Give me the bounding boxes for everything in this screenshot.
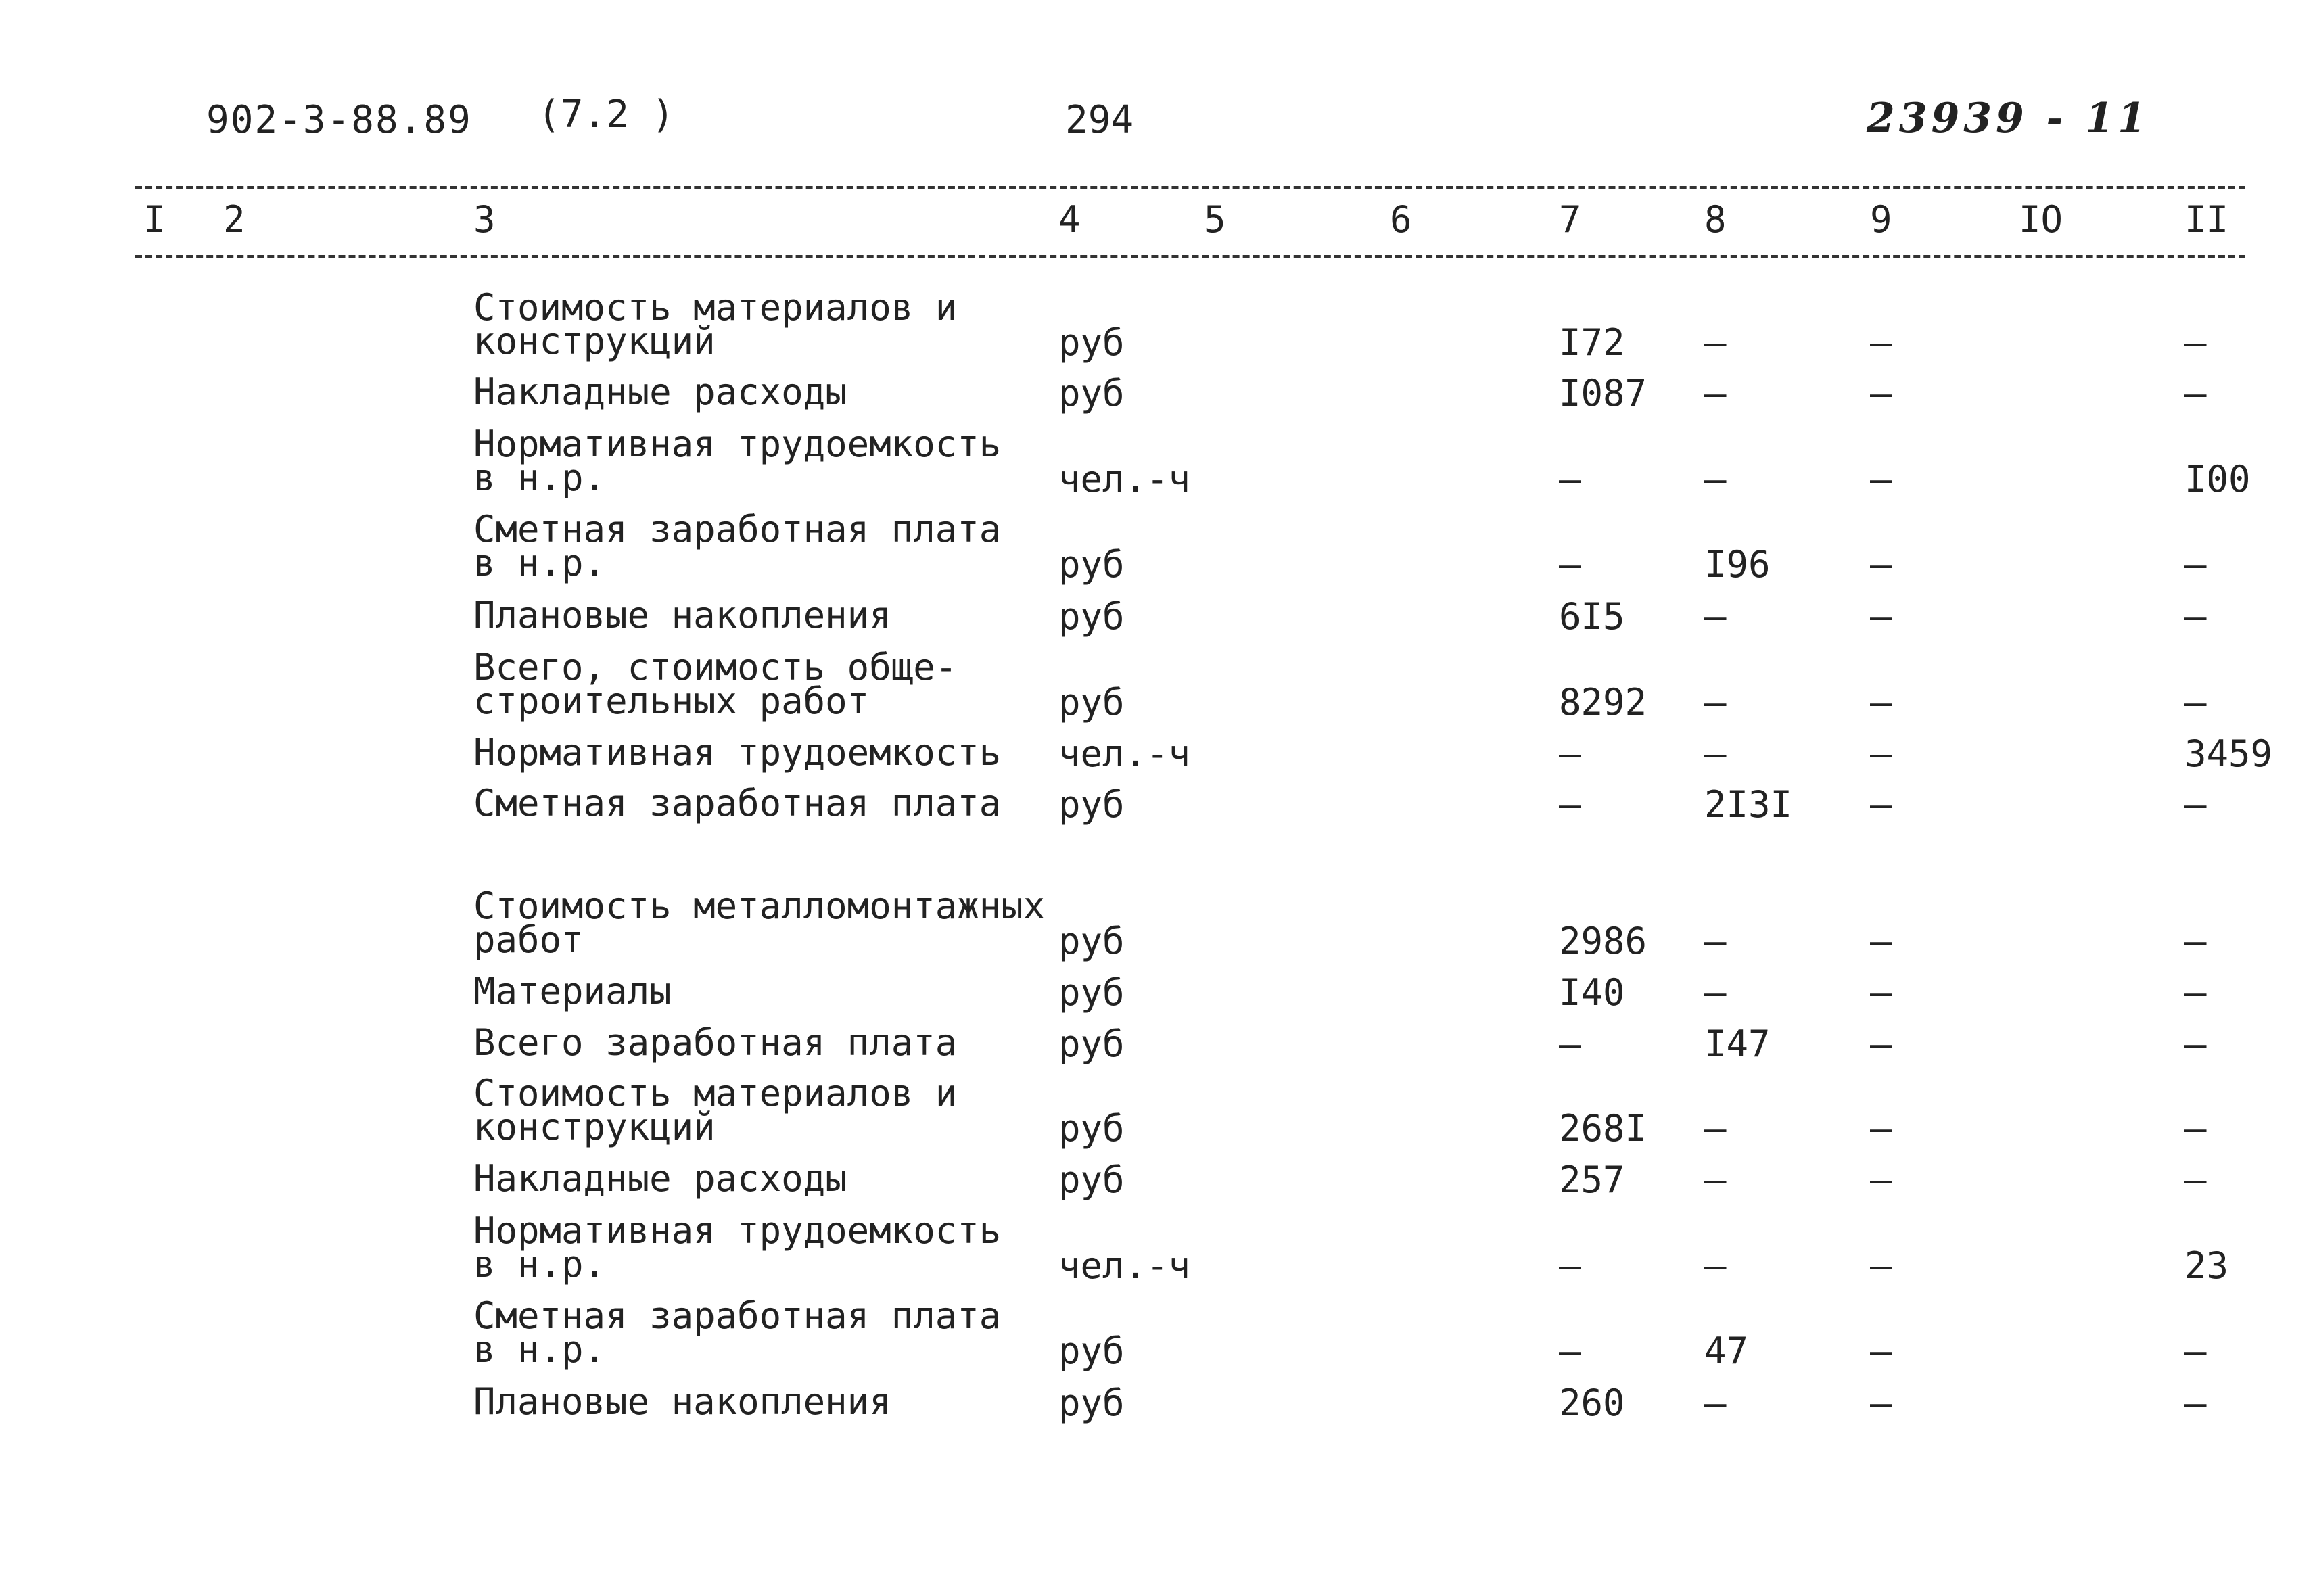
row-unit: руб bbox=[1058, 1382, 1125, 1424]
row-col8-value: – bbox=[1704, 372, 1727, 415]
row-col9-value: – bbox=[1870, 1158, 1892, 1201]
row-description: Накладные расходы bbox=[473, 1157, 847, 1200]
row-col7-value: 257 bbox=[1559, 1158, 1625, 1201]
row-col9-value: – bbox=[1870, 1330, 1892, 1372]
row-col11-value: – bbox=[2184, 1330, 2207, 1372]
row-col7-value: – bbox=[1559, 732, 1581, 775]
row-col11-value: 23 bbox=[2184, 1244, 2229, 1287]
row-col11-value: – bbox=[2184, 1023, 2207, 1065]
row-col11-value: I00 bbox=[2184, 458, 2251, 500]
row-col7-value: – bbox=[1559, 1330, 1581, 1372]
row-description: Плановые накопления bbox=[473, 594, 891, 636]
column-header-6: 6 bbox=[1390, 198, 1412, 241]
row-col7-value: – bbox=[1559, 783, 1581, 826]
row-col9-value: – bbox=[1870, 595, 1892, 638]
column-header-11: II bbox=[2184, 198, 2229, 241]
row-description: Плановые накопления bbox=[473, 1380, 891, 1423]
row-unit: чел.-ч bbox=[1058, 732, 1191, 775]
column-header-10: IO bbox=[2019, 198, 2063, 241]
row-unit: чел.-ч bbox=[1058, 1244, 1191, 1287]
row-description: Всего заработная плата bbox=[473, 1021, 958, 1064]
row-col9-value: – bbox=[1870, 1382, 1892, 1424]
row-unit: руб bbox=[1058, 1158, 1125, 1201]
row-col7-value: – bbox=[1559, 1023, 1581, 1065]
row-col8-value: – bbox=[1704, 1382, 1727, 1424]
row-description: Нормативная трудоемкость bbox=[473, 731, 1002, 774]
row-description: Сметная заработная плата bbox=[473, 782, 1002, 824]
row-description: Накладные расходы bbox=[473, 371, 847, 413]
row-col7-value: – bbox=[1559, 1244, 1581, 1287]
row-col7-value: I087 bbox=[1559, 372, 1647, 415]
column-header-9: 9 bbox=[1870, 198, 1892, 241]
row-unit: руб bbox=[1058, 920, 1125, 962]
row-col11-value: – bbox=[2184, 1382, 2207, 1424]
row-col11-value: – bbox=[2184, 543, 2207, 586]
header-rule-top bbox=[135, 186, 2245, 189]
row-col11-value: – bbox=[2184, 783, 2207, 826]
row-description: Материалы bbox=[473, 970, 672, 1012]
row-col8-value: – bbox=[1704, 1107, 1727, 1150]
row-description: Сметная заработная плата в н.р. bbox=[473, 1294, 1002, 1371]
row-col9-value: – bbox=[1870, 681, 1892, 724]
row-col9-value: – bbox=[1870, 321, 1892, 364]
row-col8-value: – bbox=[1704, 595, 1727, 638]
column-header-1: I bbox=[143, 198, 166, 241]
row-col8-value: – bbox=[1704, 1244, 1727, 1287]
row-col7-value: – bbox=[1559, 458, 1581, 500]
row-col11-value: – bbox=[2184, 372, 2207, 415]
row-col7-value: – bbox=[1559, 543, 1581, 586]
header-rule-bottom bbox=[135, 255, 2245, 258]
row-col9-value: – bbox=[1870, 971, 1892, 1014]
row-unit: руб bbox=[1058, 783, 1125, 826]
column-header-8: 8 bbox=[1704, 198, 1727, 241]
row-col11-value: – bbox=[2184, 681, 2207, 724]
row-col11-value: – bbox=[2184, 971, 2207, 1014]
row-col9-value: – bbox=[1870, 920, 1892, 962]
row-col9-value: – bbox=[1870, 783, 1892, 826]
row-col11-value: – bbox=[2184, 1107, 2207, 1150]
row-col9-value: – bbox=[1870, 543, 1892, 586]
row-description: Нормативная трудоемкость в н.р. bbox=[473, 423, 1002, 499]
row-unit: руб bbox=[1058, 1107, 1125, 1150]
row-col9-value: – bbox=[1870, 1107, 1892, 1150]
row-col7-value: 6I5 bbox=[1559, 595, 1625, 638]
row-col8-value: 2I3I bbox=[1704, 783, 1793, 826]
column-header-4: 4 bbox=[1058, 198, 1081, 241]
row-description: Нормативная трудоемкость в н.р. bbox=[473, 1209, 1002, 1286]
archive-number: 23939 - 11 bbox=[1867, 95, 2150, 142]
row-col8-value: – bbox=[1704, 321, 1727, 364]
row-col8-value: – bbox=[1704, 920, 1727, 962]
row-col11-value: – bbox=[2184, 920, 2207, 962]
row-unit: руб bbox=[1058, 1330, 1125, 1372]
row-col11-value: 3459 bbox=[2184, 732, 2273, 775]
row-col8-value: – bbox=[1704, 458, 1727, 500]
row-description: Стоимость металломонтажных работ bbox=[473, 885, 1046, 961]
row-col8-value: – bbox=[1704, 971, 1727, 1014]
row-col7-value: I40 bbox=[1559, 971, 1625, 1014]
column-header-2: 2 bbox=[223, 198, 245, 241]
document-code: 902-3-88.89 bbox=[206, 98, 472, 142]
sheet-reference: (7.2 ) bbox=[538, 93, 675, 137]
row-col8-value: – bbox=[1704, 732, 1727, 775]
row-col9-value: – bbox=[1870, 1244, 1892, 1287]
row-col9-value: – bbox=[1870, 732, 1892, 775]
row-col7-value: 260 bbox=[1559, 1382, 1625, 1424]
row-unit: руб bbox=[1058, 971, 1125, 1014]
row-description: Стоимость материалов и конструкций bbox=[473, 1072, 958, 1148]
row-col8-value: – bbox=[1704, 681, 1727, 724]
row-col11-value: – bbox=[2184, 321, 2207, 364]
row-col8-value: I47 bbox=[1704, 1023, 1771, 1065]
row-unit: чел.-ч bbox=[1058, 458, 1191, 500]
row-col9-value: – bbox=[1870, 372, 1892, 415]
row-description: Стоимость материалов и конструкций bbox=[473, 286, 958, 362]
row-description: Всего, стоимость обще- строительных работ bbox=[473, 646, 958, 722]
column-header-7: 7 bbox=[1559, 198, 1581, 241]
row-col11-value: – bbox=[2184, 1158, 2207, 1201]
row-col9-value: – bbox=[1870, 458, 1892, 500]
row-unit: руб bbox=[1058, 321, 1125, 364]
row-col9-value: – bbox=[1870, 1023, 1892, 1065]
row-col7-value: 8292 bbox=[1559, 681, 1647, 724]
row-col7-value: 268I bbox=[1559, 1107, 1647, 1150]
row-col8-value: – bbox=[1704, 1158, 1727, 1201]
row-description: Сметная заработная плата в н.р. bbox=[473, 508, 1002, 584]
row-unit: руб bbox=[1058, 595, 1125, 638]
row-unit: руб bbox=[1058, 681, 1125, 724]
column-header-5: 5 bbox=[1204, 198, 1226, 241]
column-header-3: 3 bbox=[473, 198, 496, 241]
row-col8-value: 47 bbox=[1704, 1330, 1749, 1372]
row-unit: руб bbox=[1058, 1023, 1125, 1065]
page-number: 294 bbox=[1065, 98, 1134, 142]
row-unit: руб bbox=[1058, 543, 1125, 586]
row-col8-value: I96 bbox=[1704, 543, 1771, 586]
row-unit: руб bbox=[1058, 372, 1125, 415]
row-col7-value: I72 bbox=[1559, 321, 1625, 364]
row-col7-value: 2986 bbox=[1559, 920, 1647, 962]
row-col11-value: – bbox=[2184, 595, 2207, 638]
